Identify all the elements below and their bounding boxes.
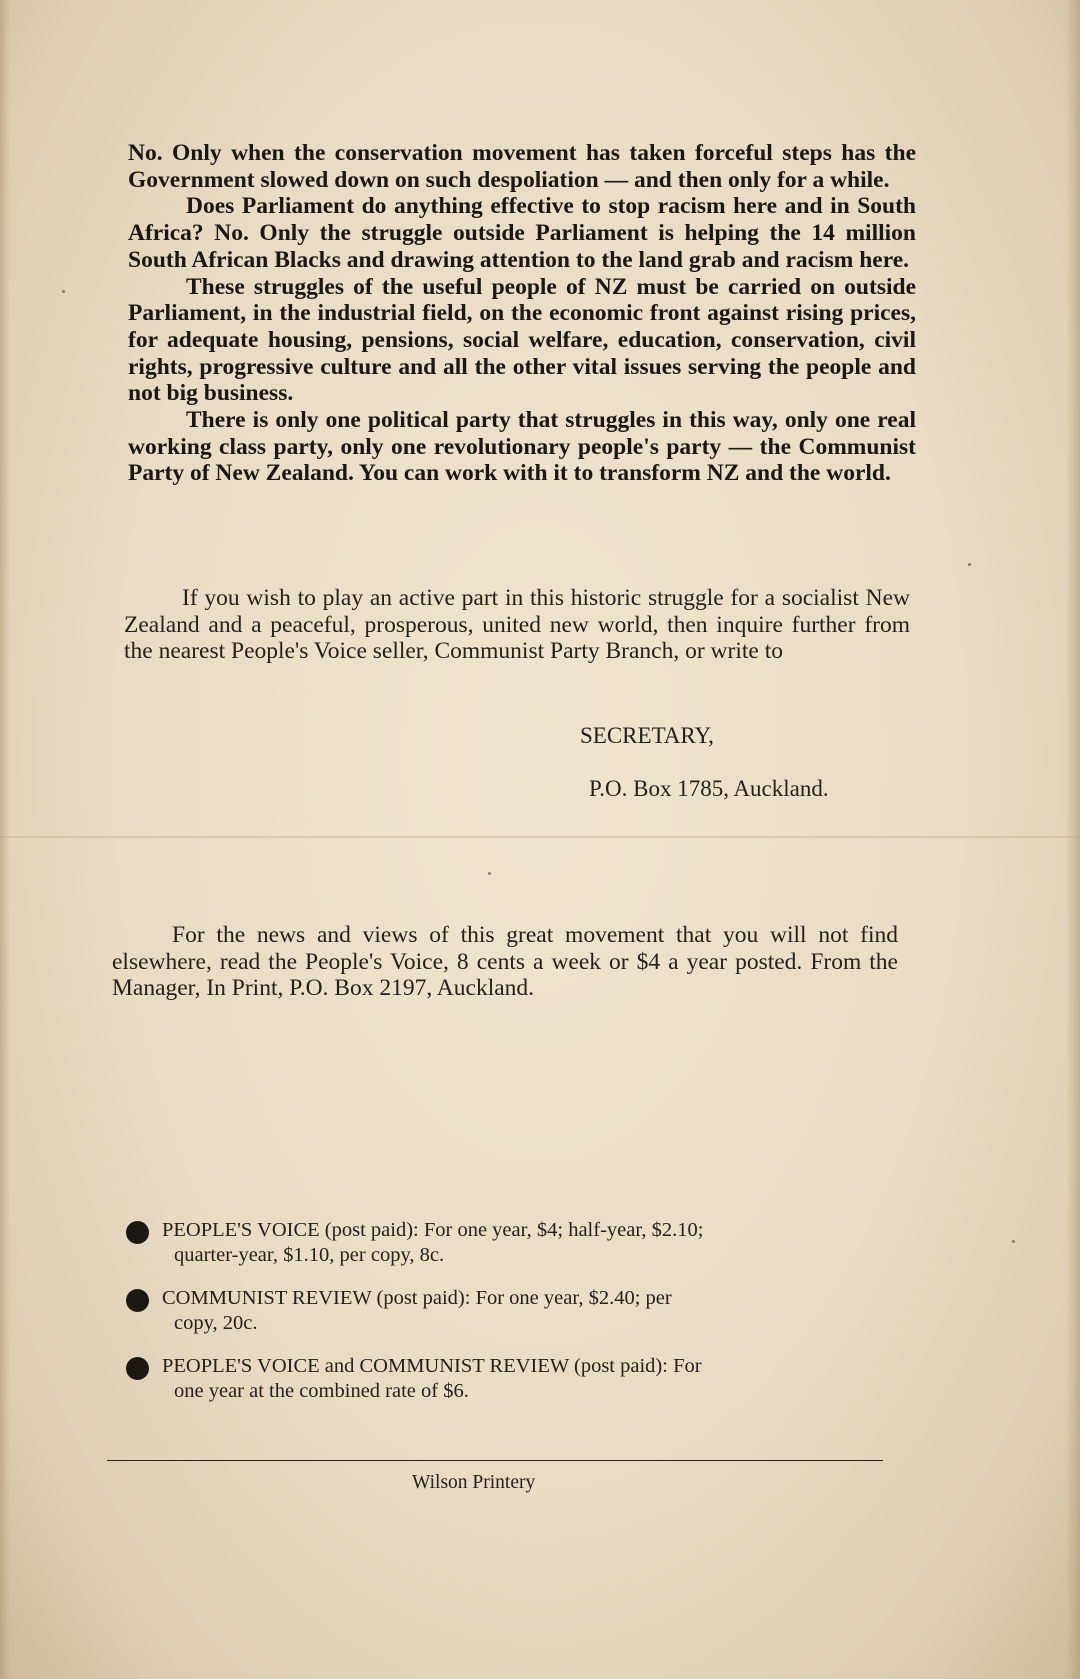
subscription-line: quarter-year, $1.10, per copy, 8c. xyxy=(174,1244,445,1266)
subscription-line: COMMUNIST REVIEW (post paid): For one year, $2.40; per xyxy=(162,1287,672,1309)
paragraph-invitation: If you wish to play an active part in this historic struggle for a socialist New Zealand and a peaceful, prosperous, united new world, then inquire further from the nearest People's Voice seller, Communist Party Branch, or write to xyxy=(124,585,910,664)
bullet-icon xyxy=(126,1289,149,1312)
paper-speck xyxy=(488,872,491,875)
subscription-line: one year at the combined rate of $6. xyxy=(174,1380,469,1402)
subscription-item xyxy=(126,1218,900,1268)
body-bold-text xyxy=(128,140,916,487)
subscription-line: PEOPLE'S VOICE and COMMUNIST REVIEW (post paid): For xyxy=(162,1355,702,1377)
paper-speck xyxy=(968,563,971,566)
bullet-icon xyxy=(126,1221,149,1244)
paper-speck xyxy=(62,290,65,293)
paragraph-racism: Does Parliament do anything effective to stop racism here and in South Africa? No. Only the struggle outside Parliament is helping the 14 million South African Blacks and drawing attention to the land grab and racism here. xyxy=(128,193,916,273)
subscription-line: copy, 20c. xyxy=(174,1312,258,1334)
subscription-list xyxy=(126,1218,900,1422)
paragraph-news: For the news and views of this great movement that you will not find elsewhere, read the People's Voice, 8 cents a week or $4 a year posted. From the Manager, In Print, P.O. Box 2197, Auckland. xyxy=(112,922,898,1002)
footer-divider xyxy=(107,1460,883,1461)
page-edge-left xyxy=(0,0,10,1679)
contact-title: SECRETARY, xyxy=(580,723,714,748)
bullet-icon xyxy=(126,1357,149,1380)
subscription-item xyxy=(126,1286,900,1336)
news-text xyxy=(112,922,898,1002)
page-edge-right xyxy=(1066,0,1080,1679)
invitation-text xyxy=(124,585,910,665)
paper-speck xyxy=(1012,1240,1015,1243)
contact-address: P.O. Box 1785, Auckland. xyxy=(589,776,829,801)
printer-credit: Wilson Printery xyxy=(412,1472,536,1493)
paragraph-conservation: No. Only when the conservation movement has taken forceful steps has the Government slowed down on such despoliation — and then only for a while. xyxy=(128,140,916,193)
subscription-item xyxy=(126,1354,900,1404)
fold-crease xyxy=(0,836,1080,838)
subscription-line: PEOPLE'S VOICE (post paid): For one year, $4; half-year, $2.10; xyxy=(162,1219,704,1241)
paragraph-communist-party: There is only one political party that struggles in this way, only one real working class party, only one revolutionary people's party — the Communist Party of New Zealand. You can work with it to transform NZ and the world. xyxy=(128,407,916,487)
paragraph-struggles: These struggles of the useful people of NZ must be carried on outside Parliament, in the industrial field, on the economic front against rising prices, for adequate housing, pensions, social welfare, education, conservation, civil rights, progressive culture and all the other vital issues serving the people and not big business. xyxy=(128,273,916,407)
